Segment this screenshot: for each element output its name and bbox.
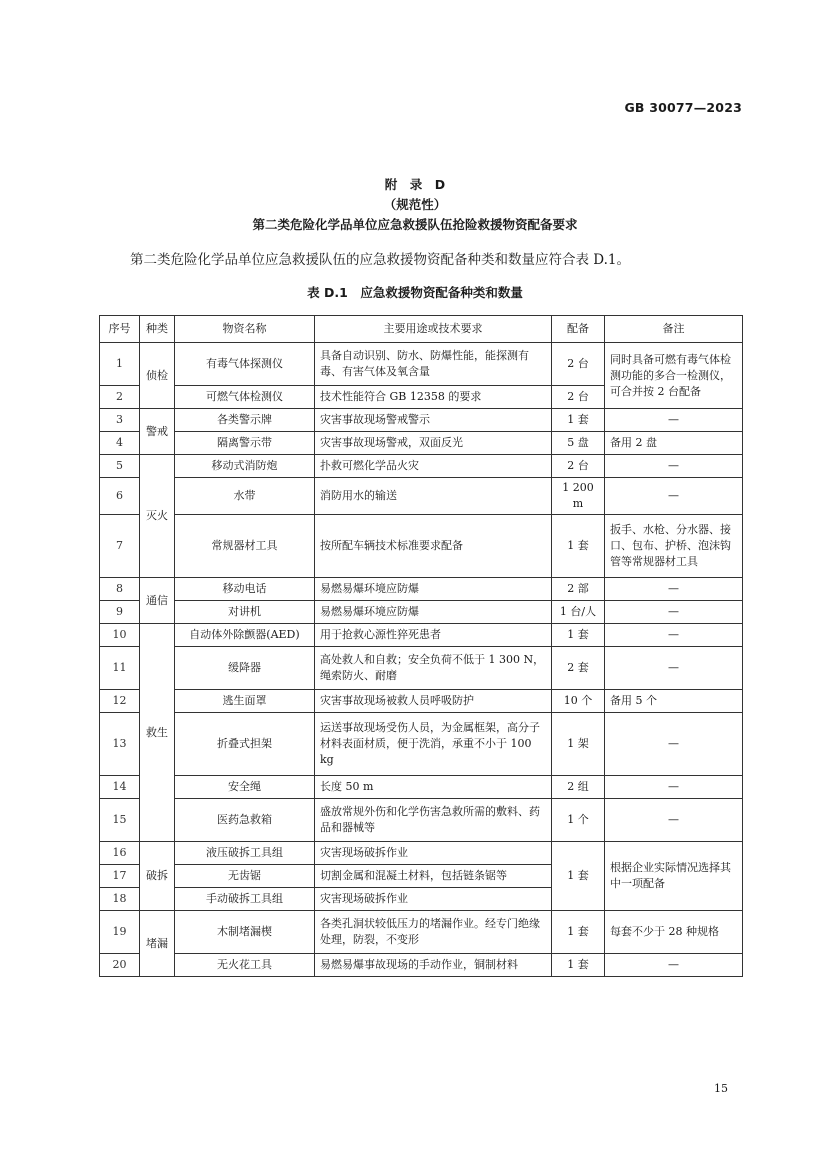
- row-qty: 5 盘: [552, 432, 605, 455]
- row-note: —: [605, 624, 743, 647]
- row-usage: 长度 50 m: [315, 776, 552, 799]
- header-name: 物资名称: [175, 316, 315, 343]
- row-no: 8: [100, 578, 140, 601]
- row-qty: 10 个: [552, 690, 605, 713]
- table-row: [100, 343, 743, 386]
- appendix-label: 附 录 D: [384, 177, 446, 192]
- header-no: 序号: [100, 316, 140, 343]
- row-name: 移动式消防炮: [175, 455, 315, 478]
- row-qty: 1 套: [552, 624, 605, 647]
- row-no: 7: [100, 515, 140, 578]
- row-name: 常规器材工具: [175, 515, 315, 578]
- row-no: 1: [100, 343, 140, 386]
- table-row: [100, 515, 743, 578]
- row-qty: 1 套: [552, 515, 605, 578]
- row-usage: 用于抢救心源性猝死患者: [315, 624, 552, 647]
- row-no: 11: [100, 647, 140, 690]
- table-row: [100, 601, 743, 624]
- row-qty: 1 套: [552, 911, 605, 954]
- row-usage: 消防用水的输送: [315, 478, 552, 515]
- row-name: 无齿锯: [175, 865, 315, 888]
- row-note: 根据企业实际情况选择其中一项配备: [605, 842, 743, 911]
- row-category: 堵漏: [140, 911, 175, 977]
- row-no: 10: [100, 624, 140, 647]
- row-no: 9: [100, 601, 140, 624]
- row-note: —: [605, 954, 743, 977]
- table-row: [100, 776, 743, 799]
- row-usage: 灾害现场破拆作业: [315, 888, 552, 911]
- row-no: 5: [100, 455, 140, 478]
- row-no: 12: [100, 690, 140, 713]
- row-note: —: [605, 713, 743, 776]
- table-header-row: [100, 316, 743, 343]
- row-usage: 各类孔洞状较低压力的堵漏作业。经专门绝缘处理，防裂，不变形: [315, 911, 552, 954]
- table-row: [100, 578, 743, 601]
- row-usage: 易燃易爆事故现场的手动作业，铜制材料: [315, 954, 552, 977]
- table-row: [100, 478, 743, 515]
- row-name: 有毒气体探测仪: [175, 343, 315, 386]
- row-qty: 2 组: [552, 776, 605, 799]
- row-note: 同时具备可燃有毒气体检测功能的多合一检测仪，可合并按 2 台配备: [605, 343, 743, 409]
- row-name: 安全绳: [175, 776, 315, 799]
- standard-code: GB 30077—2023: [624, 100, 742, 115]
- table-row: [100, 713, 743, 776]
- row-name: 缓降器: [175, 647, 315, 690]
- row-name: 逃生面罩: [175, 690, 315, 713]
- row-usage: 运送事故现场受伤人员，为金属框架，高分子材料表面材质，便于洗消，承重不小于 100 kg: [315, 713, 552, 776]
- row-usage: 按所配车辆技术标准要求配备: [315, 515, 552, 578]
- header-category: 种类: [140, 316, 175, 343]
- row-no: 18: [100, 888, 140, 911]
- row-note: 备用 5 个: [605, 690, 743, 713]
- materials-table: [99, 315, 743, 977]
- row-name: 自动体外除颤器(AED): [175, 624, 315, 647]
- row-note: —: [605, 455, 743, 478]
- row-usage: 切割金属和混凝土材料，包括链条锯等: [315, 865, 552, 888]
- row-note: —: [605, 647, 743, 690]
- row-note: —: [605, 478, 743, 515]
- row-usage: 扑救可燃化学品火灾: [315, 455, 552, 478]
- row-qty: 1 套: [552, 954, 605, 977]
- row-qty: 2 套: [552, 647, 605, 690]
- table-row: [100, 842, 743, 865]
- row-note: —: [605, 409, 743, 432]
- row-name: 木制堵漏楔: [175, 911, 315, 954]
- row-name: 可燃气体检测仪: [175, 386, 315, 409]
- row-name: 各类警示牌: [175, 409, 315, 432]
- table-row: [100, 647, 743, 690]
- row-qty: 1 套: [552, 409, 605, 432]
- row-note: —: [605, 578, 743, 601]
- row-name: 对讲机: [175, 601, 315, 624]
- row-usage: 高处救人和自救；安全负荷不低于 1 300 N，绳索防火、耐磨: [315, 647, 552, 690]
- row-no: 17: [100, 865, 140, 888]
- row-no: 15: [100, 799, 140, 842]
- row-no: 2: [100, 386, 140, 409]
- row-name: 手动破拆工具组: [175, 888, 315, 911]
- row-qty: 1 个: [552, 799, 605, 842]
- row-qty: 1 套: [552, 842, 605, 911]
- row-name: 液压破拆工具组: [175, 842, 315, 865]
- intro-paragraph: 第二类危险化学品单位应急救援队伍的应急救援物资配备种类和数量应符合表 D.1。: [130, 252, 631, 268]
- table-row: [100, 409, 743, 432]
- row-usage: 易燃易爆环境应防爆: [315, 601, 552, 624]
- row-category: 灭火: [140, 455, 175, 578]
- row-note: —: [605, 799, 743, 842]
- row-qty: 2 部: [552, 578, 605, 601]
- row-no: 4: [100, 432, 140, 455]
- row-qty: 2 台: [552, 386, 605, 409]
- appendix-title: 第二类危险化学品单位应急救援队伍抢险救援物资配备要求: [252, 217, 578, 232]
- table-row: [100, 432, 743, 455]
- table-row: [100, 624, 743, 647]
- header-qty: 配备: [552, 316, 605, 343]
- table-row: [100, 954, 743, 977]
- row-no: 19: [100, 911, 140, 954]
- row-no: 6: [100, 478, 140, 515]
- row-usage: 盛放常规外伤和化学伤害急救所需的敷料、药品和器械等: [315, 799, 552, 842]
- row-no: 16: [100, 842, 140, 865]
- row-qty: 2 台: [552, 455, 605, 478]
- row-note: 每套不少于 28 种规格: [605, 911, 743, 954]
- table-title: 表 D.1 应急救援物资配备种类和数量: [307, 285, 523, 300]
- row-category: 救生: [140, 624, 175, 842]
- row-qty: 1 200 m: [552, 478, 605, 515]
- table-row: [100, 690, 743, 713]
- row-usage: 技术性能符合 GB 12358 的要求: [315, 386, 552, 409]
- row-note: —: [605, 601, 743, 624]
- table-row: [100, 911, 743, 954]
- row-note: 扳手、水枪、分水器、接口、包布、护桥、泡沫钩管等常规器材工具: [605, 515, 743, 578]
- header-note: 备注: [605, 316, 743, 343]
- header-usage: 主要用途或技术要求: [315, 316, 552, 343]
- row-category: 破拆: [140, 842, 175, 911]
- row-note: 备用 2 盘: [605, 432, 743, 455]
- appendix-nature: （规范性）: [383, 197, 447, 212]
- row-usage: 灾害事故现场被救人员呼吸防护: [315, 690, 552, 713]
- row-note: —: [605, 776, 743, 799]
- row-category: 通信: [140, 578, 175, 624]
- row-name: 水带: [175, 478, 315, 515]
- table-row: [100, 799, 743, 842]
- row-usage: 灾害现场破拆作业: [315, 842, 552, 865]
- table-row: [100, 455, 743, 478]
- row-name: 移动电话: [175, 578, 315, 601]
- row-qty: 2 台: [552, 343, 605, 386]
- row-no: 13: [100, 713, 140, 776]
- row-no: 14: [100, 776, 140, 799]
- row-name: 隔离警示带: [175, 432, 315, 455]
- row-usage: 易燃易爆环境应防爆: [315, 578, 552, 601]
- row-no: 3: [100, 409, 140, 432]
- row-usage: 灾害事故现场警戒，双面反光: [315, 432, 552, 455]
- row-usage: 灾害事故现场警戒警示: [315, 409, 552, 432]
- row-category: 侦检: [140, 343, 175, 409]
- row-name: 折叠式担架: [175, 713, 315, 776]
- row-category: 警戒: [140, 409, 175, 455]
- row-usage: 具备自动识别、防水、防爆性能，能探测有毒、有害气体及氧含量: [315, 343, 552, 386]
- row-no: 20: [100, 954, 140, 977]
- row-name: 无火花工具: [175, 954, 315, 977]
- row-qty: 1 台/人: [552, 601, 605, 624]
- row-name: 医药急救箱: [175, 799, 315, 842]
- row-qty: 1 架: [552, 713, 605, 776]
- page-number: 15: [714, 1082, 728, 1095]
